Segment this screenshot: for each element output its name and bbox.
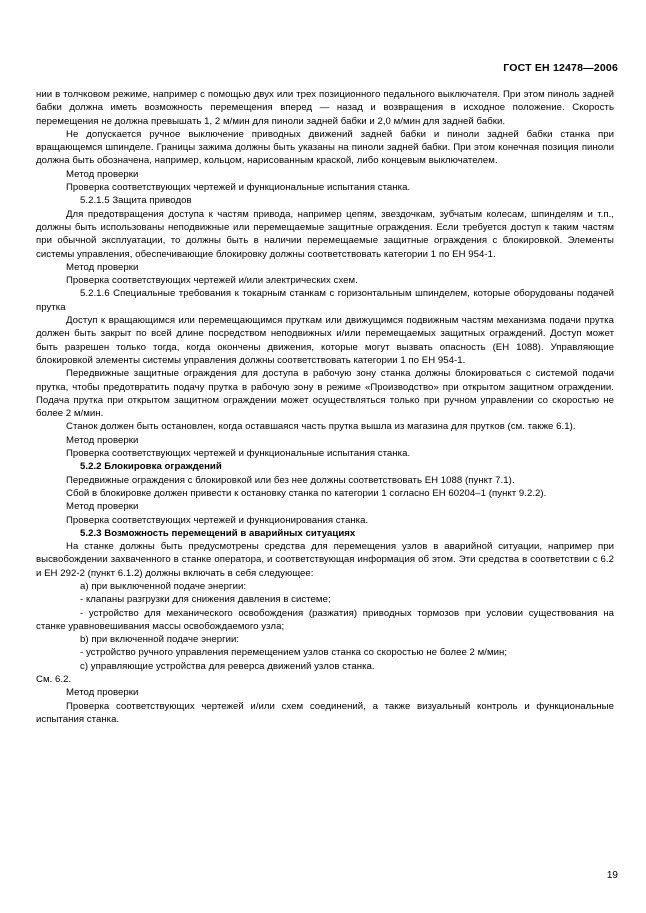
body-paragraph: нии в толчковом режиме, например с помощью двух или трех позиционного педального выключателя. При этом пиноль задней бабки должна иметь возможность перемещения вперед — назад и возвращения в исходное положение. Скорость перемещения не должна превышать 1, 2 м/мин для пиноли задней бабки и 2,0 м/мин для задней бабки. — [36, 89, 614, 127]
body-paragraph: Передвижные ограждения с блокировкой или без нее должны соответствовать ЕН 1088 (пункт 7.1). — [66, 474, 515, 486]
body-paragraph: Метод проверки — [66, 261, 139, 273]
body-paragraph: 5.2.1.5 Защита приводов — [80, 195, 192, 207]
body-paragraph: 5.2.1.6 Специальные требования к токарным станкам с горизонтальным шпинделем, которые оборудованы подачей прутка — [36, 288, 614, 313]
body-paragraph: См. 6.2. — [36, 674, 72, 686]
body-paragraph: Метод проверки — [66, 501, 139, 513]
body-paragraph: c) управляющие устройства для реверса движений узлов станка. — [80, 660, 375, 672]
body-paragraph: 5.2.3 Возможность перемещений в аварийных ситуациях — [80, 527, 356, 539]
body-paragraph: Метод проверки — [66, 168, 139, 180]
body-paragraph: Доступ к вращающимся или перемещающимся пруткам или движущимся подвижным частям механизма подачи прутка должен быть закрыт по всей длине посредством неподвижных и/или перемещаемых защитных ограждений. Доступ может быть разрешен только тогда, когда окончены движения, которые могут вызвать опасность (ЕН 1088). Управляющие блокировкой элементы системы управления должны соответствовать категории 1 по ЕН 954-1. — [36, 315, 614, 366]
body-paragraph: b) при включенной подаче энергии: — [80, 634, 240, 646]
body-paragraph: Проверка соответствующих чертежей и функциональные испытания станка. — [66, 182, 411, 194]
body-paragraph: 5.2.2 Блокировка ограждений — [80, 461, 222, 473]
body-paragraph: Проверка соответствующих чертежей и/или схем соединений, а также визуальный контроль и функциональные испытания станка. — [36, 700, 614, 725]
body-paragraph: - клапаны разгрузки для снижения давления в системе; — [80, 594, 331, 606]
body-paragraph: - устройство для механического освобождения (разжатия) приводных тормозов при условии существования на станке уравновешивания массы освобождаемого узла; — [36, 607, 614, 632]
body-paragraph: Проверка соответствующих чертежей и функционирования станка. — [66, 514, 369, 526]
page-header: ГОСТ ЕН 12478—2006 — [503, 62, 618, 74]
body-paragraph: Не допускается ручное выключение приводных движений задней бабки и пиноли задней бабки станка при вращающемся шпинделе. Границы зажима должны быть указаны на пиноли задней бабки. При этом конечная позиция пиноли должна быть обозначена, например, кольцом, нарисованным краской, либо концевым выключателем. — [36, 128, 614, 167]
body-paragraph: - устройство ручного управления перемещением узлов станка со скоростью не более 2 м/мин; — [80, 647, 508, 659]
body-paragraph: На станке должны быть предусмотрены средства для перемещения узлов в аварийной ситуации, например при высвобождении захваченного в станке оператора, и соответствующая информация об этом. Эти средства в соответствии с 6.2 и ЕН 292-2 (пункт 6.1.2) должны включать в себя следующее: — [36, 541, 614, 579]
body-paragraph: Проверка соответствующих чертежей и/или электрических схем. — [66, 275, 358, 287]
body-paragraph: Проверка соответствующих чертежей и функциональные испытания станка. — [66, 448, 411, 460]
body-paragraph: a) при выключенной подаче энергии: — [80, 580, 247, 592]
body-paragraph: Для предотвращения доступа к частям привода, например цепям, звездочкам, зубчатым колесам, шпинделям и т.п., должны быть использованы неподвижные или перемещаемые защитные ограждения. Если требуется доступ к таким частям при обычной эксплуатации, то должны быть в наличии перемещаемые защитные ограждения с блокировкой. Элементы системы управления, обеспечивающие блокировку должны соответствовать категории 1 по ЕН 954-1. — [36, 208, 614, 260]
body-paragraph: Метод проверки — [66, 687, 139, 699]
body-paragraph: Станок должен быть остановлен, когда оставшаяся часть прутка вышла из магазина для прутков (см. также 6.1). — [66, 421, 576, 433]
document-body — [36, 88, 614, 726]
body-paragraph: Передвижные защитные ограждения для доступа в рабочую зону станка должны блокироваться с системой подачи прутка, чтобы предотвратить подачу прутка в рабочую зону в режиме «Производство» при открытом защитном ограждении. Подача прутка при открытом защитном ограждении может осуществляться только при ручном управлении со скоростью не более 2 м/мин. — [36, 368, 614, 420]
body-paragraph: Метод проверки — [66, 434, 139, 446]
page-number: 19 — [606, 870, 618, 881]
body-paragraph: Сбой в блокировке должен привести к остановку станка по категории 1 согласно ЕН 60204–1 (пункт 9.2.2). — [66, 487, 547, 499]
